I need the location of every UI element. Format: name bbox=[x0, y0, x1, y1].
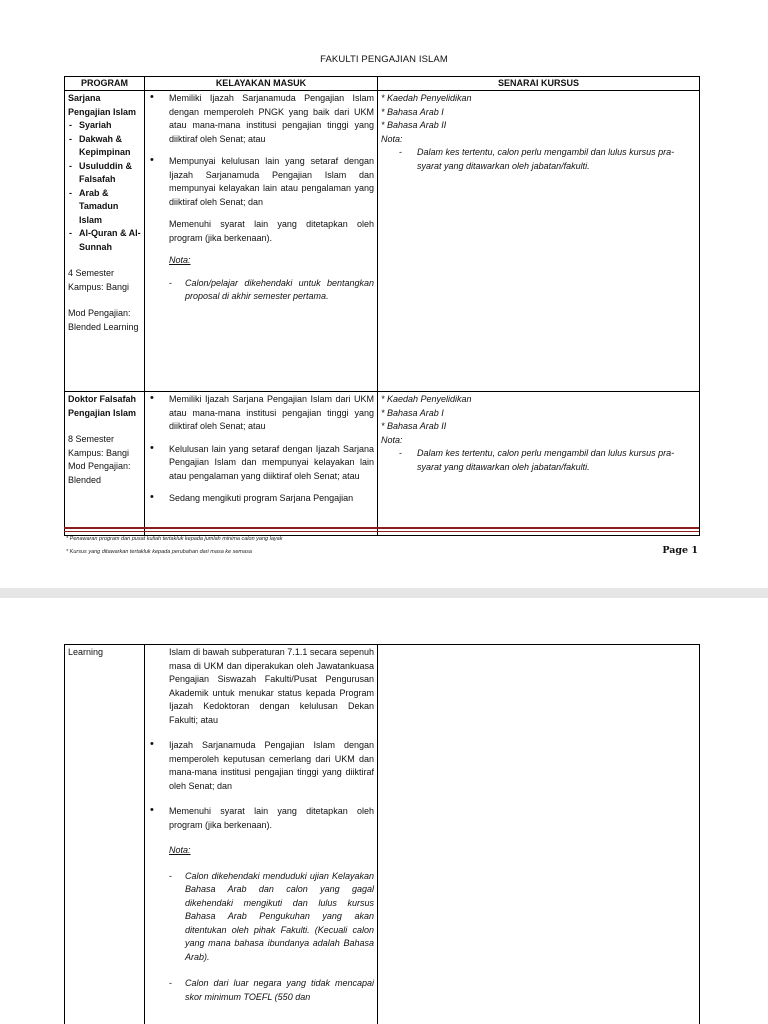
list-item: - Dakwah & Kepimpinan bbox=[68, 133, 141, 160]
kelayakan-cell bbox=[145, 392, 378, 536]
course-item: * Bahasa Arab I bbox=[381, 106, 444, 117]
nota-label: Nota: bbox=[169, 255, 191, 265]
program-title: Sarjana Pengajian Islam bbox=[68, 93, 137, 117]
list-item: • Memiliki Ijazah Sarjana Pengajian Islam dari UKM atau mana-mana institusi pengajian tinggi yang diiktiraf oleh Senat; atau bbox=[148, 393, 374, 434]
kelayakan-cell bbox=[145, 91, 378, 392]
program-mode: Mod Pengajian: Blended Learning bbox=[68, 308, 139, 332]
footer-divider bbox=[64, 527, 699, 529]
list-item: • Ijazah Sarjanamuda Pengajian Islam dengan memperoleh keputusan cemerlang dari UKM dan mana-mana institusi pengajian tinggi yang diiktiraf oleh Senat; dan bbox=[148, 739, 374, 793]
list-item: - Usuluddin & Falsafah bbox=[68, 160, 141, 187]
requirement-paragraph: Islam di bawah subperaturan 7.1.1 secara sepenuh masa di UKM dan diperakukan oleh Jawatankuasa Pengajian Siswazah Fakulti/Pusat Pengurusan Akademik untuk menukar status kepada Program Ijazah Kedoktoran dengan kelulusan Dekan Fakulti; atau bbox=[169, 647, 374, 725]
program-title: Doktor Falsafah Pengajian Islam bbox=[68, 394, 137, 418]
table-row bbox=[65, 91, 700, 392]
program-mode-continued: Learning bbox=[68, 647, 104, 657]
program-duration: 4 Semester Kampus: Bangi bbox=[68, 268, 130, 292]
kursus-cell bbox=[378, 645, 700, 1024]
program-table bbox=[64, 76, 700, 536]
requirement-list bbox=[148, 393, 374, 506]
header-kursus: SENARAI KURSUS bbox=[378, 77, 700, 91]
course-item: * Bahasa Arab II bbox=[381, 120, 447, 130]
page-2 bbox=[0, 598, 768, 1024]
kelayakan-cell bbox=[145, 645, 378, 1024]
footnote: * Penawaran program dan pusat kuliah tertakluk kepada jumlah minima calon yang layak bbox=[66, 536, 283, 542]
footnote: * Kursus yang ditawarkan tertakluk kepada perubahan dari masa ke semasa bbox=[66, 549, 252, 555]
course-item: * Kaedah Penyelidikan bbox=[381, 394, 472, 404]
list-item: - Dalam kes tertentu, calon perlu mengambil dan lulus kursus pra-syarat yang ditawarkan oleh jabatan/fakulti. bbox=[381, 146, 696, 173]
program-cell bbox=[65, 91, 145, 392]
footer-divider-thin bbox=[64, 531, 699, 532]
program-cell bbox=[65, 392, 145, 536]
course-nota-label: Nota: bbox=[381, 133, 403, 144]
page-number: Page 1 bbox=[662, 545, 698, 556]
nota-label: Nota: bbox=[169, 845, 191, 855]
program-cell bbox=[65, 645, 145, 1024]
header-kelayakan: KELAYAKAN MASUK bbox=[145, 77, 378, 91]
program-duration: 8 Semester Kampus: Bangi bbox=[68, 434, 130, 458]
table-row bbox=[65, 392, 700, 536]
course-item: * Bahasa Arab I bbox=[381, 407, 444, 418]
requirement-list bbox=[148, 739, 374, 832]
list-item: • Sedang mengikuti program Sarjana Pengajian bbox=[148, 492, 374, 506]
list-item: • Kelulusan lain yang setaraf dengan Ijazah Sarjana Pengajian Islam dan mempunyai kelayakan lain atau pengalaman yang diiktiraf oleh Senat; atau bbox=[148, 443, 374, 484]
course-nota-list bbox=[381, 146, 696, 173]
course-item: * Bahasa Arab II bbox=[381, 421, 447, 431]
nota-list bbox=[148, 277, 374, 304]
list-item: • Memenuhi syarat lain yang ditetapkan oleh program (jika berkenaan). bbox=[148, 805, 374, 832]
list-item: - Calon dikehendaki menduduki ujian Kelayakan Bahasa Arab dan calon yang gagal dikehendaki mengikuti dan lulus kursus Bahasa Arab Pengukuhan yang akan ditentukan oleh pihak Fakulti. (Kecuali calon yang mana bahasa ibundanya adalah Bahasa Arab). bbox=[148, 870, 374, 965]
page-gap bbox=[0, 588, 768, 598]
list-item: - Dalam kes tertentu, calon perlu mengambil dan lulus kursus pra-syarat yang ditawarkan oleh jabatan/fakulti. bbox=[381, 447, 696, 474]
list-item: • Memiliki Ijazah Sarjanamuda Pengajian Islam dengan memperoleh PNGK yang baik dari UKM atau mana-mana institusi pengajian tinggi yang diiktiraf oleh Senat; atau bbox=[148, 92, 374, 146]
header-program: PROGRAM bbox=[65, 77, 145, 91]
nota-list bbox=[148, 870, 374, 1005]
program-mode: Mod Pengajian: Blended bbox=[68, 461, 131, 485]
table-row bbox=[65, 645, 700, 1024]
specialization-list bbox=[68, 119, 141, 254]
list-item: - Calon/pelajar dikehendaki untuk bentangkan proposal di akhir semester pertama. bbox=[148, 277, 374, 304]
list-item: • Mempunyai kelulusan lain yang setaraf dengan Ijazah Sarjanamuda Pengajian Islam dan mempunyai kelayakan lain atau pengalaman yang diiktiraf oleh Senat; dan bbox=[148, 155, 374, 209]
course-nota-label: Nota: bbox=[381, 434, 403, 445]
list-item: - Arab & Tamadun Islam bbox=[68, 187, 141, 228]
kursus-cell bbox=[378, 392, 700, 536]
requirement-paragraph: Memenuhi syarat lain yang ditetapkan oleh program (jika berkenaan). bbox=[169, 219, 374, 243]
list-item: - Syariah bbox=[68, 119, 141, 133]
program-table-continued bbox=[64, 644, 700, 1024]
requirement-list bbox=[148, 92, 374, 209]
course-item: * Kaedah Penyelidikan bbox=[381, 93, 472, 103]
kursus-cell bbox=[378, 91, 700, 392]
table-header-row bbox=[65, 77, 700, 91]
list-item: - Al-Quran & Al-Sunnah bbox=[68, 227, 141, 254]
list-item: - Calon dari luar negara yang tidak mencapai skor minimum TOEFL (550 dan bbox=[148, 977, 374, 1004]
course-nota-list bbox=[381, 447, 696, 474]
document-title: FAKULTI PENGAJIAN ISLAM bbox=[320, 54, 448, 65]
